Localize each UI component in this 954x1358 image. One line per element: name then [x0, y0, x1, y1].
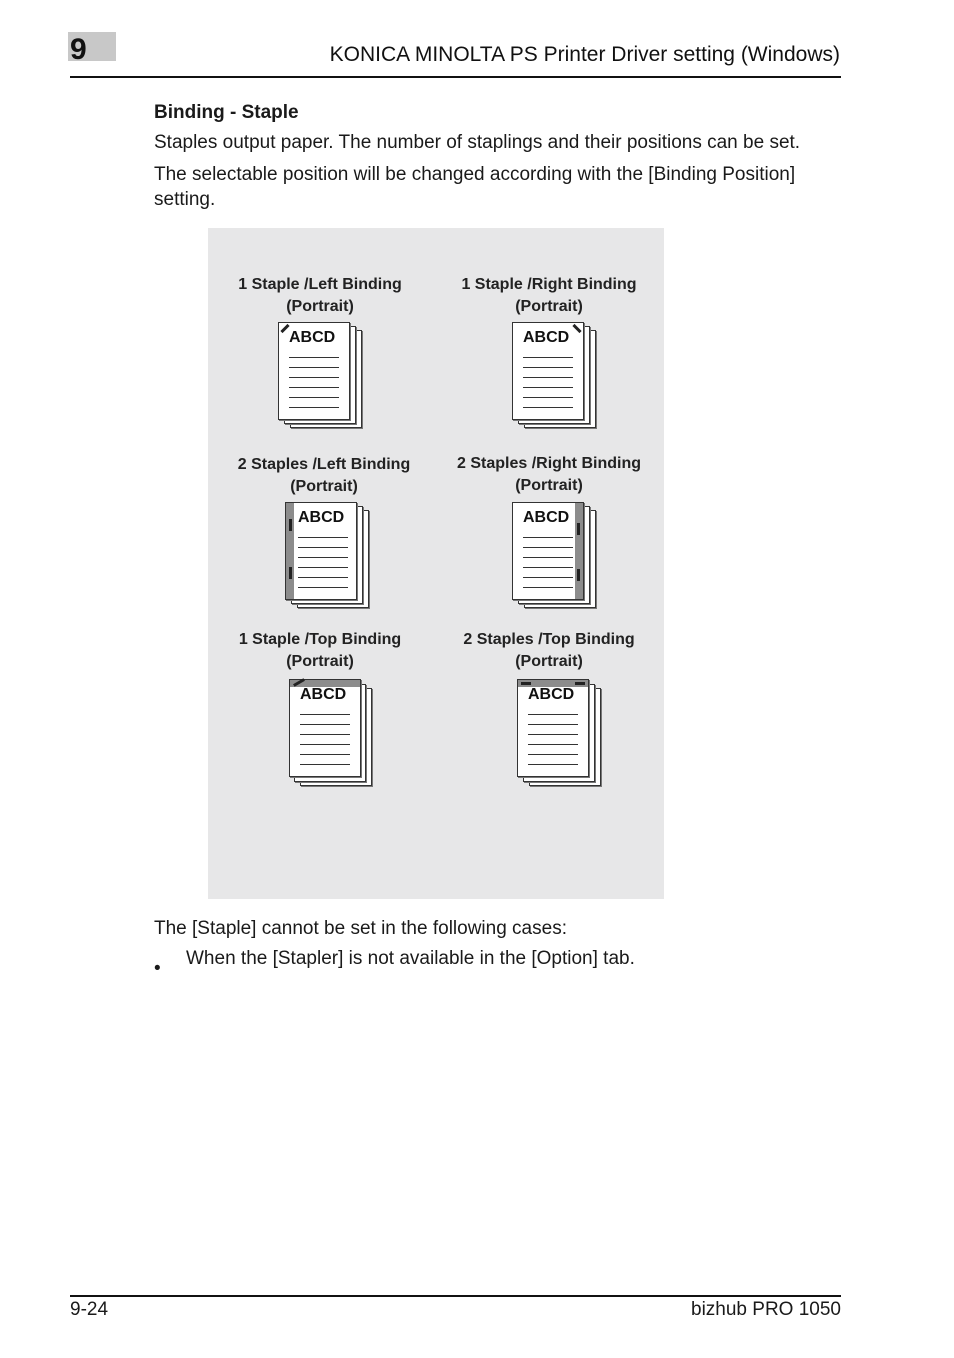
text-line [528, 744, 578, 745]
text-line [298, 557, 348, 558]
text-line [523, 577, 573, 578]
text-line [523, 547, 573, 548]
option-label-line2: (Portrait) [286, 298, 354, 315]
option-label-line2: (Portrait) [286, 653, 354, 670]
text-line [523, 367, 573, 368]
text-line [300, 764, 350, 765]
bullet-icon: • [154, 958, 161, 979]
notes-intro: The [Staple] cannot be set in the following cases: [154, 918, 567, 939]
option-label-line1: 2 Staples /Left Binding [237, 456, 411, 473]
text-line [523, 387, 573, 388]
text-line [289, 367, 339, 368]
binding-edge [575, 503, 583, 599]
text-line [523, 567, 573, 568]
option-label-line1: 2 Staples /Right Binding [456, 455, 641, 472]
option-label-line1: 1 Staple /Top Binding [238, 631, 402, 648]
text-line [528, 734, 578, 735]
option-label [439, 274, 659, 318]
description-paragraph: The selectable position will be changed according with the [Binding Position] setting. [154, 164, 796, 210]
text-line [300, 754, 350, 755]
staple-icon [577, 523, 580, 535]
sheet-text: ABCD [523, 329, 570, 346]
text-line [523, 377, 573, 378]
paper-sheet-front [517, 679, 589, 777]
chapter-number: 9 [70, 33, 87, 66]
option-label-line1: 1 Staple /Right Binding [461, 276, 637, 293]
text-line [289, 407, 339, 408]
product-name: bizhub PRO 1050 [691, 1299, 841, 1320]
option-label [210, 274, 430, 318]
staple-icon [572, 324, 581, 333]
section-title: Binding - Staple [154, 102, 299, 123]
option-label [210, 629, 430, 673]
sheet-text: ABCD [528, 686, 575, 703]
option-label-line1: 2 Staples /Top Binding [463, 631, 635, 648]
paper-sheet-front [285, 502, 357, 600]
text-line [300, 724, 350, 725]
bullet-item: When the [Stapler] is not available in the [Option] tab. [186, 948, 635, 969]
option-label [439, 453, 659, 497]
text-line [523, 407, 573, 408]
option-label-line2: (Portrait) [515, 298, 583, 315]
option-label-line2: (Portrait) [515, 477, 583, 494]
staple-icon [521, 682, 531, 685]
description-paragraph: Staples output paper. The number of staplings and their positions can be set. [154, 132, 801, 153]
staple-icon [577, 569, 580, 581]
text-line [289, 397, 339, 398]
page-number: 9-24 [70, 1299, 109, 1320]
text-line [298, 567, 348, 568]
text-line [298, 547, 348, 548]
text-line [528, 764, 578, 765]
paper-sheet-front [289, 679, 361, 777]
text-line [298, 587, 348, 588]
text-line [523, 397, 573, 398]
binding-edge [286, 503, 294, 599]
paper-sheet-front [512, 502, 584, 600]
paper-sheet-front [278, 322, 350, 420]
option-label [214, 454, 434, 498]
text-line [298, 577, 348, 578]
text-line [523, 587, 573, 588]
sheet-text: ABCD [300, 686, 347, 703]
page-header-title: KONICA MINOLTA PS Printer Driver setting (Windows) [329, 43, 840, 66]
text-line [523, 357, 573, 358]
sheet-text: ABCD [523, 509, 570, 526]
footer-divider [70, 1295, 841, 1297]
staple-icon [575, 682, 585, 685]
option-label-line1: 1 Staple /Left Binding [238, 276, 402, 293]
option-label-line2: (Portrait) [515, 653, 583, 670]
text-line [289, 357, 339, 358]
text-line [528, 754, 578, 755]
text-line [289, 387, 339, 388]
text-line [528, 724, 578, 725]
text-line [289, 377, 339, 378]
text-line [300, 744, 350, 745]
paper-sheet-front [512, 322, 584, 420]
staple-binding-figure [208, 228, 664, 899]
text-line [298, 537, 348, 538]
text-line [523, 537, 573, 538]
text-line [300, 734, 350, 735]
text-line [528, 714, 578, 715]
header-divider [70, 76, 841, 78]
staple-icon [289, 519, 292, 531]
staple-icon [289, 567, 292, 579]
option-label [439, 629, 659, 673]
sheet-text: ABCD [298, 509, 345, 526]
sheet-text: ABCD [289, 329, 336, 346]
text-line [523, 557, 573, 558]
option-label-line2: (Portrait) [290, 478, 358, 495]
text-line [300, 714, 350, 715]
